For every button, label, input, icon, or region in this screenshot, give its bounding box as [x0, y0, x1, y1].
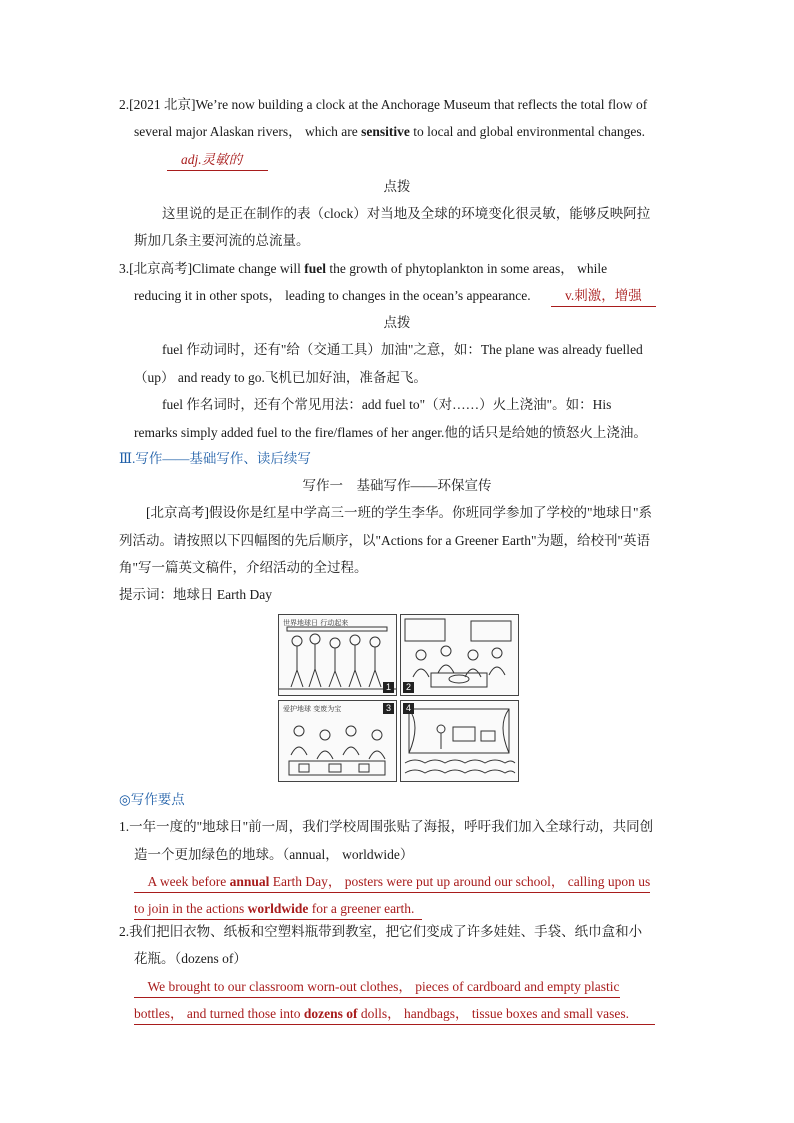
point1-keyword-annual: annual — [229, 874, 270, 889]
point1-line1: 1.一年一度的"地球日"前一周，我们学校周围张贴了海报，呼吁我们加入全球行动，共同创 — [119, 819, 654, 834]
panel-4-drawing — [401, 701, 518, 781]
q2-text: We’re now building a clock at the Anchorage Museum that reflects the total flow of — [195, 97, 648, 112]
point2-answer2-post: dolls， handbags， tissue boxes and small vases. — [357, 1006, 629, 1021]
q2-tip-line1: 这里说的是正在制作的表（clock）对当地及全球的环境变化很灵敏，能够反映阿拉 — [162, 206, 651, 221]
point2-answer-line2 — [134, 1005, 655, 1025]
q3-keyword: fuel — [304, 261, 326, 276]
q3-tip-title: 点拨 — [383, 315, 411, 330]
prompt-line3: 角"写一篇英文稿件，介绍活动的全过程。 — [119, 560, 368, 575]
writing-points-heading: ◎写作要点 — [119, 792, 185, 807]
q2-tip-title: 点拨 — [383, 179, 411, 194]
panel-3-number: 3 — [383, 703, 394, 714]
point2-answer2-pre: bottles， and turned those into — [134, 1006, 304, 1021]
illustration-panel-4 — [400, 700, 519, 782]
q3-label: 3.[北京高考] — [119, 261, 193, 276]
panel-3-caption: 爱护地球 变废为宝 — [283, 705, 342, 713]
q2-text-post: to local and global environmental changes. — [409, 124, 645, 139]
point1-answer-line2 — [134, 900, 422, 920]
q3-text-pre: Climate change will — [192, 261, 305, 276]
section3-subheading: 写作一 基础写作——环保宣传 — [302, 478, 492, 493]
illustration-panel-2 — [400, 614, 519, 696]
point1-answer-pre: A week before — [134, 874, 230, 889]
illustration-panel-3 — [278, 700, 397, 782]
point1-answer2-post: for a greener earth. — [308, 901, 415, 916]
q2-text-pre: several major Alaskan rivers， which are — [134, 124, 362, 139]
q3-answer: v.刺激，增强 — [551, 287, 656, 307]
point1-keyword-worldwide: worldwide — [247, 901, 309, 916]
q3-line2: reducing it in other spots， leading to changes in the ocean’s appearance. — [134, 288, 531, 303]
q2-line2 — [134, 123, 645, 141]
prompt-line2: 列活动。请按照以下四幅图的先后顺序，以"Actions for a Greener Earth"为题，给校刊"英语 — [119, 533, 650, 548]
point1-answer-line1 — [134, 873, 650, 893]
section3-heading: Ⅲ.写作——基础写作、读后续写 — [119, 451, 311, 466]
point2-line1: 2.我们把旧衣物、纸板和空塑料瓶带到教室，把它们变成了许多娃娃、手袋、纸巾盒和小 — [119, 924, 643, 939]
q3-tip-line4: remarks simply added fuel to the fire/flames of her anger.他的话只是给她的愤怒火上浇油。 — [134, 425, 647, 440]
point2-answer-line1: We brought to our classroom worn-out clothes， pieces of cardboard and empty plastic — [134, 978, 620, 998]
point1-line2: 造一个更加绿色的地球。（annual， worldwide） — [134, 847, 414, 862]
panel-2-drawing — [401, 615, 518, 695]
q3-tip-line3: fuel 作名词时，还有个常见用法：add fuel to"（对……）火上浇油"。如：His — [162, 397, 612, 412]
q3-text-post: the growth of phytoplankton in some areas， while — [325, 261, 608, 276]
q3-line1 — [119, 260, 607, 278]
point1-answer-post: Earth Day， posters were put up around our school， calling upon us — [269, 874, 651, 889]
q2-keyword: sensitive — [361, 124, 410, 139]
panel-2-number: 2 — [403, 682, 414, 693]
hint-line: 提示词：地球日 Earth Day — [119, 587, 272, 602]
point1-answer2-pre: to join in the actions — [134, 901, 248, 916]
q2-label: 2.[2021 北京] — [119, 97, 196, 112]
prompt-line1: [北京高考]假设你是红星中学高三一班的学生李华。你班同学参加了学校的"地球日"系 — [146, 505, 653, 520]
q2-line1 — [119, 96, 647, 114]
panel-4-number: 4 — [403, 703, 414, 714]
q3-tip-line2: （up） and ready to go.飞机已加好油，准备起飞。 — [134, 370, 427, 385]
illustration-panel-1 — [278, 614, 397, 696]
q2-answer: adj.灵敏的 — [167, 151, 268, 171]
q3-tip-line1: fuel 作动词时，还有"给（交通工具）加油"之意，如：The plane was already fuelled — [162, 342, 643, 357]
point2-keyword-dozens-of: dozens of — [303, 1006, 358, 1021]
q2-tip-line2: 斯加几条主要河流的总流量。 — [134, 233, 310, 248]
point2-line2: 花瓶。（dozens of） — [134, 951, 247, 966]
panel-1-caption: 世界地球日 行动起来 — [283, 619, 349, 627]
panel-1-number: 1 — [383, 682, 394, 693]
